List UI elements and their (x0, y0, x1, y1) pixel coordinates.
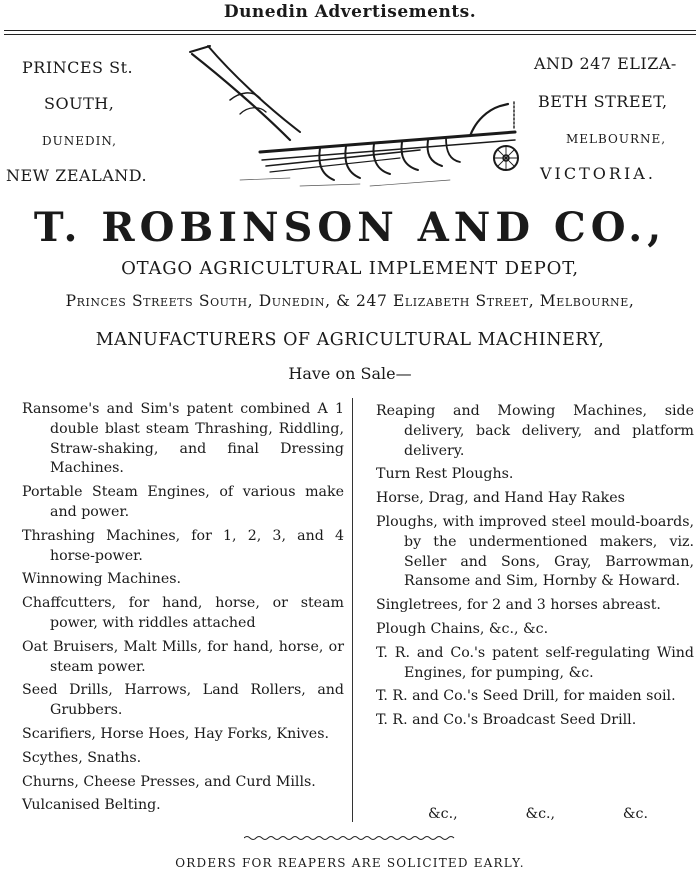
list-item: Singletrees, for 2 and 3 horses abreast. (376, 597, 661, 614)
list-item: Ransome's and Sim's patent combined A 1 double blast steam Thrashing, Riddling, Straw-shaking, and final Dressing Machines. (22, 401, 344, 477)
list-item: Vulcanised Belting. (22, 797, 161, 814)
footer-line: ORDERS FOR REAPERS ARE SOLICITED EARLY. (175, 856, 525, 870)
manufacturers-line: MANUFACTURERS OF AGRICULTURAL MACHINERY, (95, 330, 605, 350)
list-item: Winnowing Machines. (22, 571, 182, 588)
page-header: Dunedin Advertisements. (223, 2, 477, 22)
on-sale-line: Have on Sale— (288, 364, 412, 383)
list-item: Thrashing Machines, for 1, 2, 3, and 4 horse-power. (22, 527, 344, 564)
list-item: Scythes, Snaths. (22, 749, 142, 766)
address-right-line2: BETH STREET, (538, 92, 668, 111)
list-item: Seed Drills, Harrows, Land Rollers, and Grubbers. (22, 682, 344, 719)
list-item: T. R. and Co.'s Broadcast Seed Drill. (376, 712, 637, 729)
list-item: Scarifiers, Horse Hoes, Hay Forks, Knives. (22, 725, 329, 742)
list-item: Churns, Cheese Presses, and Curd Mills. (22, 773, 316, 790)
address-left-line4: NEW ZEALAND. (6, 166, 148, 185)
depot-line: OTAGO AGRICULTURAL IMPLEMENT DEPOT, (121, 258, 579, 279)
address-right-line4: VICTORIA. (540, 164, 656, 183)
header-rule-double (4, 34, 696, 35)
address-right-line3: MELBOURNE, (566, 132, 667, 146)
column-divider (352, 398, 353, 822)
list-item: Ploughs, with improved steel mould-boards, by the undermentioned makers, viz. Seller and Sons, Gray, Barrowman, Ransome and Sim, Hornby & Howard. (376, 513, 694, 590)
etc-marks (428, 806, 648, 822)
etc-mark: &c. (622, 806, 648, 822)
list-item: Plough Chains, &c., &c. (376, 620, 549, 637)
list-item: Horse, Drag, and Hand Hay Rakes (376, 490, 625, 507)
left-column (22, 400, 344, 820)
header-rule (4, 30, 696, 31)
wavy-rule (244, 834, 456, 842)
list-item: Portable Steam Engines, of various make and power. (22, 484, 344, 520)
list-item: Turn Rest Ploughs. (376, 466, 514, 483)
list-item: Reaping and Mowing Machines, side delivery, back delivery, and platform delivery. (376, 403, 694, 459)
address-left-line1: PRINCES St. (22, 58, 134, 77)
list-item: T. R. and Co.'s Seed Drill, for maiden soil. (376, 688, 676, 705)
list-item: Chaffcutters, for hand, horse, or steam power, with riddles attached (22, 595, 344, 631)
address-left-line3: DUNEDIN, (42, 134, 117, 148)
list-item: T. R. and Co.'s patent self-regulating Wind Engines, for pumping, &c. (376, 644, 694, 681)
company-name: T. ROBINSON AND CO., (33, 204, 667, 251)
etc-mark: &c., (428, 806, 458, 822)
right-column (376, 402, 694, 735)
plough-illustration (170, 40, 530, 190)
address-right-line1: AND 247 ELIZA- (534, 54, 677, 73)
address-left-line2: SOUTH, (44, 94, 115, 113)
streets-line: Princes Streets South, Dunedin, & 247 Elizabeth Street, Melbourne, (65, 292, 635, 310)
etc-mark: &c., (525, 806, 556, 822)
list-item: Oat Bruisers, Malt Mills, for hand, horse, or steam power. (22, 638, 344, 675)
